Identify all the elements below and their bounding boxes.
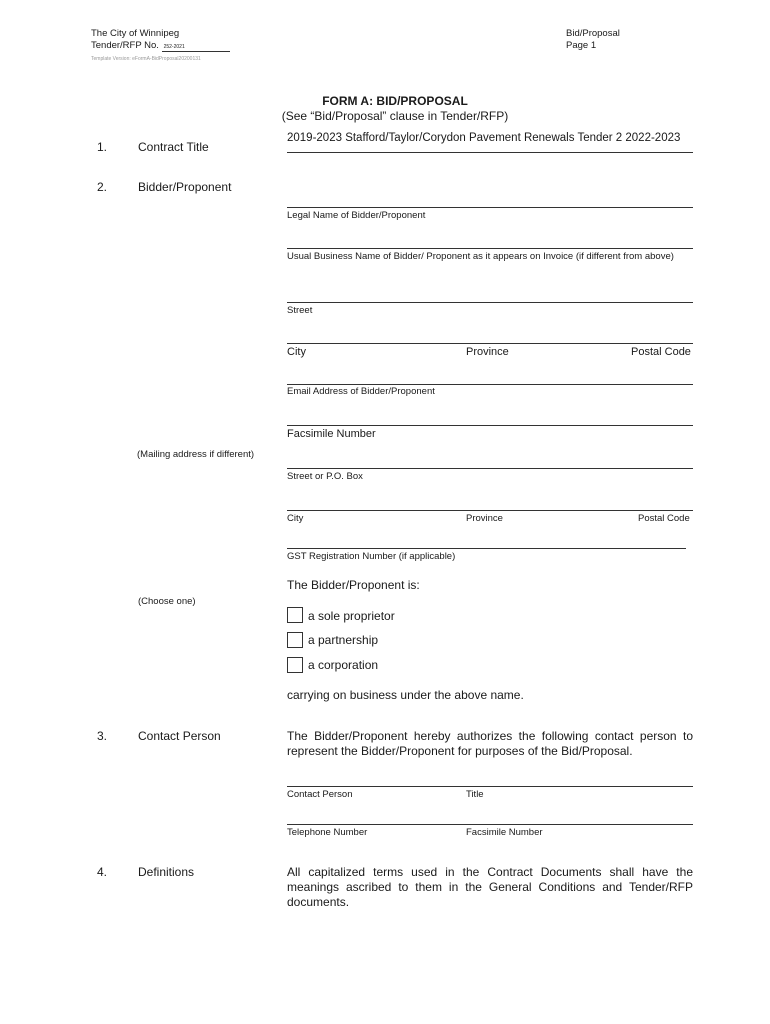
sole-proprietor-checkbox[interactable] xyxy=(287,607,303,623)
form-subtitle: (See “Bid/Proposal” clause in Tender/RFP) xyxy=(281,109,509,123)
section-1-number: 1. xyxy=(97,140,108,154)
section-3-label: Contact Person xyxy=(138,729,221,743)
partnership-label: a partnership xyxy=(308,633,379,647)
partnership-checkbox[interactable] xyxy=(287,632,303,648)
tender-number: 252-2021 xyxy=(162,43,230,52)
mailing-city-field[interactable] xyxy=(287,510,693,511)
bidder-is-label: The Bidder/Proponent is: xyxy=(287,578,420,592)
usual-name-caption: Usual Business Name of Bidder/ Proponent as it appears on Invoice (if different from above) xyxy=(287,251,674,262)
section-4-label: Definitions xyxy=(138,865,195,879)
doc-type: Bid/Proposal xyxy=(566,28,620,39)
corporation-checkbox[interactable] xyxy=(287,657,303,673)
legal-name-field[interactable] xyxy=(287,207,693,208)
sole-proprietor-label: a sole proprietor xyxy=(308,609,395,623)
city-field[interactable] xyxy=(287,343,693,344)
mailing-street-field[interactable] xyxy=(287,468,693,469)
street-field[interactable] xyxy=(287,302,693,303)
contact-person-caption: Contact Person xyxy=(287,789,353,800)
usual-name-field[interactable] xyxy=(287,248,693,249)
gst-field[interactable] xyxy=(287,548,686,549)
contact-person-field[interactable] xyxy=(287,786,693,787)
fax-field[interactable] xyxy=(287,425,693,426)
street-caption: Street xyxy=(287,305,313,316)
mailing-address-note: (Mailing address if different) xyxy=(137,449,255,460)
form-title: FORM A: BID/PROPOSAL xyxy=(322,94,468,108)
title-caption: Title xyxy=(466,789,484,800)
province2-caption: Province xyxy=(466,513,503,524)
contact-fax-caption: Facsimile Number xyxy=(466,827,543,838)
template-version: Template Version: eFormA-BidProposal20200131 xyxy=(91,56,201,62)
province-caption: Province xyxy=(466,346,509,358)
section-4-number: 4. xyxy=(97,865,108,879)
choose-one-note: (Choose one) xyxy=(138,596,196,607)
section-3-number: 3. xyxy=(97,729,108,743)
contract-title-line[interactable] xyxy=(287,152,693,153)
email-field[interactable] xyxy=(287,384,693,385)
contact-authorization-text: The Bidder/Proponent hereby authorizes the following contact person to represent the Bidder/Proponent for purposes of the Bid/Proposal. xyxy=(287,729,693,758)
carrying-on-text: carrying on business under the above name. xyxy=(287,688,524,702)
contract-title-value: 2019-2023 Stafford/Taylor/Corydon Pavement Renewals Tender 2 2022-2023 xyxy=(287,132,681,144)
city-name: The City of Winnipeg xyxy=(91,28,180,39)
gst-caption: GST Registration Number (if applicable) xyxy=(287,551,456,562)
page-number: Page 1 xyxy=(566,40,597,51)
email-caption: Email Address of Bidder/Proponent xyxy=(287,386,435,397)
section-1-label: Contract Title xyxy=(138,140,209,154)
postal2-caption: Postal Code xyxy=(638,513,690,524)
section-2-label: Bidder/Proponent xyxy=(138,180,232,194)
telephone-field[interactable] xyxy=(287,824,693,825)
corporation-label: a corporation xyxy=(308,658,379,672)
city2-caption: City xyxy=(287,513,304,524)
postal-caption: Postal Code xyxy=(631,346,691,358)
section-2-number: 2. xyxy=(97,180,108,194)
tender-label-text: Tender/RFP No. xyxy=(91,40,159,51)
street-po-caption: Street or P.O. Box xyxy=(287,471,363,482)
definitions-text: All capitalized terms used in the Contract Documents shall have the meanings ascribed to them in the General Conditions and Tender/RFP documents. xyxy=(287,865,693,909)
tender-label xyxy=(91,40,230,52)
telephone-caption: Telephone Number xyxy=(287,827,368,838)
fax-caption: Facsimile Number xyxy=(287,428,376,440)
legal-name-caption: Legal Name of Bidder/Proponent xyxy=(287,210,426,221)
city-caption: City xyxy=(287,346,306,358)
